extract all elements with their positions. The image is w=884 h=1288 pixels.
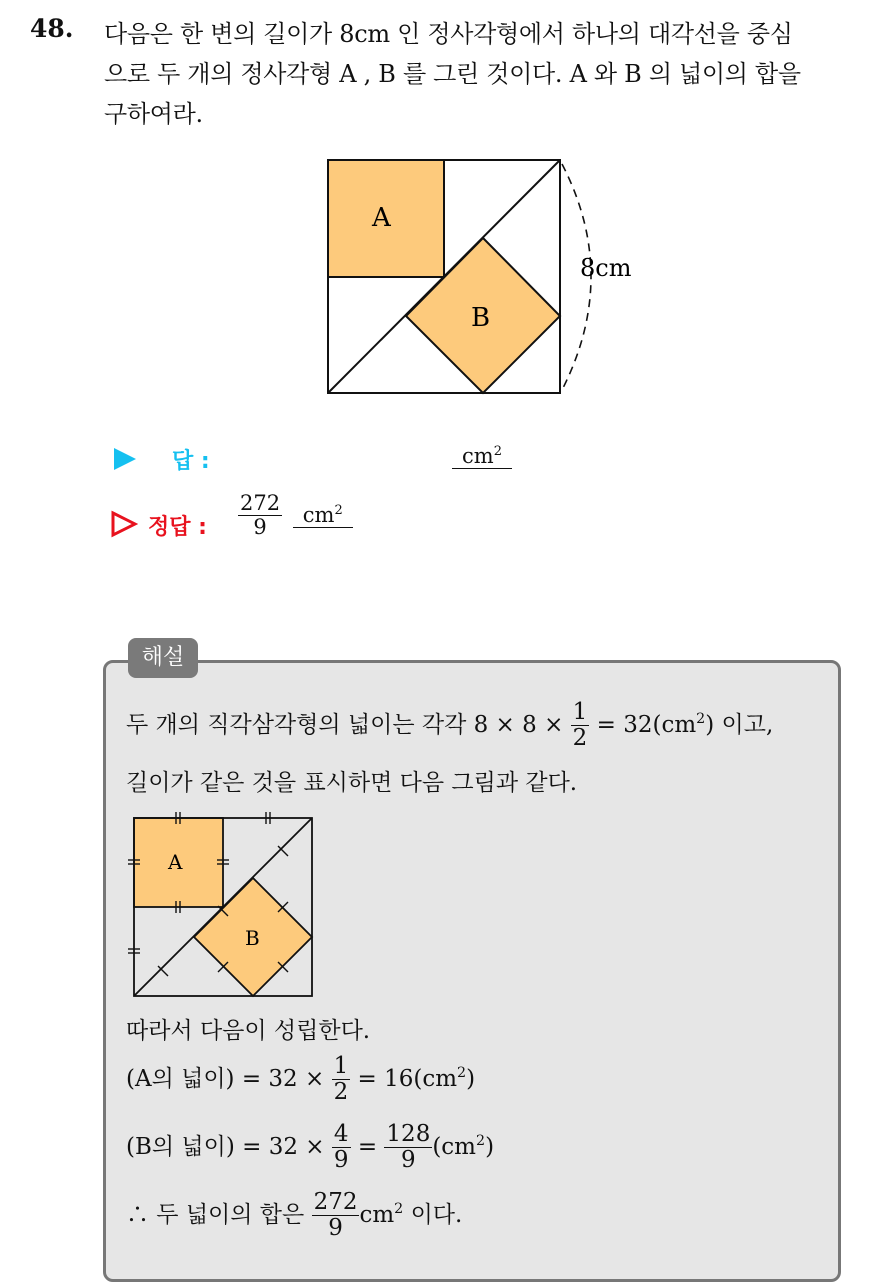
correct-arrow-icon	[110, 510, 138, 542]
solution-line-1: 두 개의 직각삼각형의 넓이는 각각 8 × 8 × $\frac{1}{2}$ = $32(cm^2)$ 이고,	[126, 699, 774, 752]
answer-label: 답 :	[172, 449, 210, 474]
answer-arrow-icon	[112, 446, 138, 476]
answer-unit: $cm^2$	[452, 444, 512, 469]
solution-tag: 해설	[128, 638, 198, 678]
conclusion-line: ∴ 두 넓이의 합은 $\frac{272}{9}$ $cm^2$ 이다.	[126, 1189, 463, 1242]
square-figure	[320, 150, 650, 410]
small-label-b: B	[245, 926, 260, 950]
label-a: A	[372, 203, 391, 233]
question-number: 48.	[30, 14, 74, 43]
equation-area-b: (B의 넓이) = 32 × $\frac{4}{9}$ = $\frac{128}{9}$ $(cm^2)$	[126, 1121, 495, 1174]
equation-area-a: (A의 넓이) = 32 × $\frac{1}{2}$ = $16(cm^2)$	[126, 1053, 476, 1106]
small-label-a: A	[168, 850, 183, 874]
correct-label: 정답 :	[148, 515, 207, 540]
side-length-label: 8cm	[580, 254, 632, 282]
solution-figure	[128, 808, 324, 1004]
solution-line-2: 길이가 같은 것을 표시하면 다음 그림과 같다.	[126, 770, 578, 796]
question-line-3: 구하여라.	[104, 100, 203, 128]
correct-answer-value: $\frac{272}{9}$ $cm^2$	[238, 492, 353, 539]
question-line-1: 다음은 한 변의 길이가 8cm 인 정사각형에서 하나의 대각선을 중심	[104, 20, 793, 48]
solution-line-3: 따라서 다음이 성립한다.	[126, 1018, 371, 1044]
question-line-2: 으로 두 개의 정사각형 A , B 를 그린 것이다. A 와 B 의 넓이의 합을	[104, 60, 801, 88]
label-b: B	[471, 303, 491, 333]
